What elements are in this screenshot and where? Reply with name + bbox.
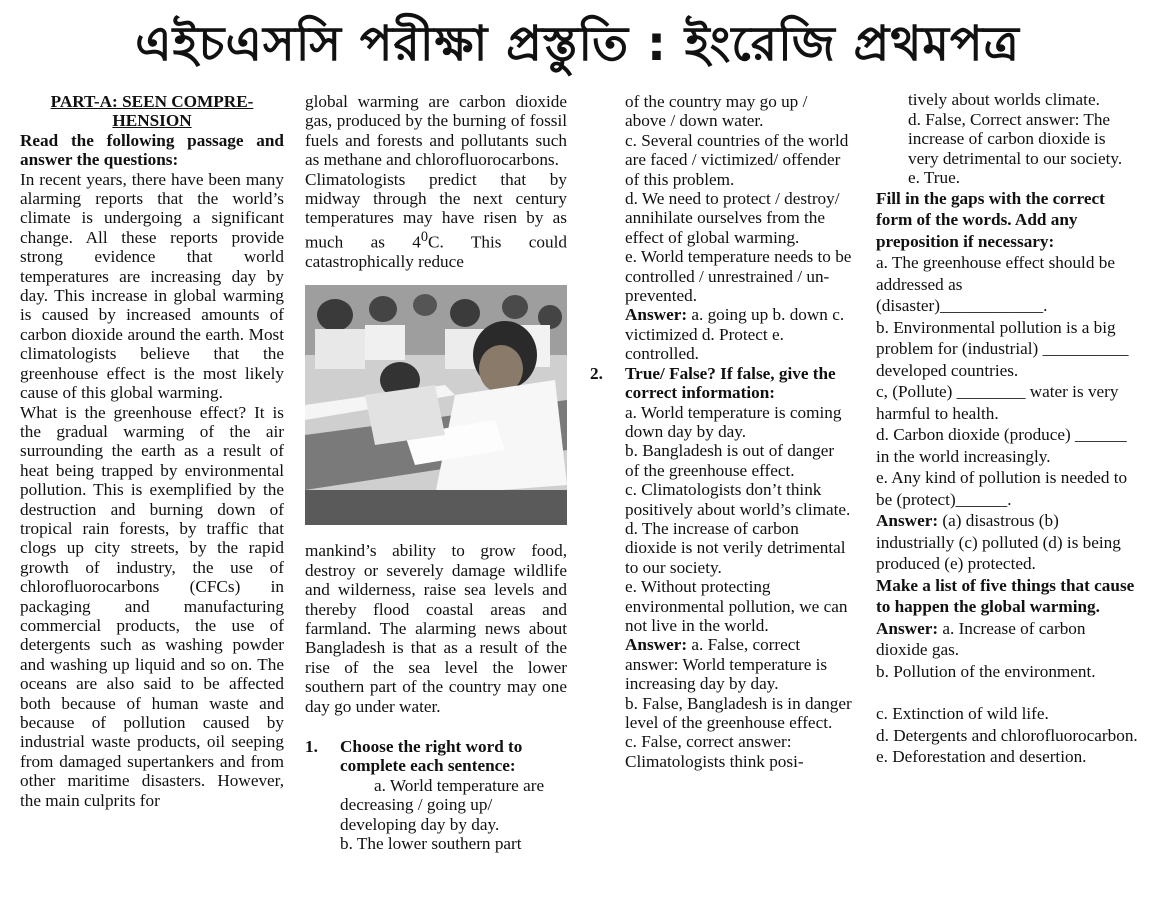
list-answer-c: c. Extinction of wild life. [876,704,1049,724]
question-2-answer-c-cont: tively about worlds climate. [908,90,1100,109]
degree-superscript: 0 [420,228,429,245]
question-1-item-c: c. Several countries of the world are faced / victimized/ offender of this problem. [625,130,849,189]
gap-fill-item-e: e. Any kind of pollution is needed to be (protect)______. [876,468,1128,509]
question-2-answer-c: c. False, correct answer: Climatologists think posi- [625,732,804,771]
gap-fill-answer [876,510,1138,575]
page-title: এইচএসসি পরীক্ষা প্রস্তুতি : ইংরেজি প্রথমপত্র [135,16,1020,72]
question-2-answer-a [625,635,852,693]
question-2 [590,364,852,772]
list-answer-d: d. Detergents and chlorofluorocarbon. [876,725,1138,745]
question-2-item-a: a. World temperature is coming down day by day. [625,402,842,441]
exam-hall-photo [305,285,567,525]
prediction-text-a: Climatologists predict that by midway through the next century temperatures may have risen by as much as 4 [305,169,567,252]
question-2-item-c: c. Climatologists don’t think positively about world’s climate. [625,480,851,519]
question-1-answer-text: a. going up b. down c. victimized d. Protect e. controlled. [625,305,845,364]
column-3 [590,92,852,771]
passage-paragraph-5: mankind’s ability to grow food, destroy or severely damage wildlife and wilderness, raise sea levels and thereby flood coastal areas and farmland. The alarming news about Bangladesh is that as a result of the rise of the sea level the lower southern part of the country may one day go under water. [305,541,567,716]
question-1-item-b: b. The lower southern part [340,834,522,854]
question-2-item-d: d. The increase of carbon dioxide is not verily detrimental to our society. [625,518,846,577]
question-2-answer-a-text: a. False, correct answer: World temperature is increasing day by day. [625,635,828,694]
question-2-item-b: b. Bangladesh is out of danger of the greenhouse effect. [625,441,835,480]
question-2-answer-b: b. False, Bangladesh is in danger level of the greenhouse effect. [625,693,852,732]
answer-label: Answer: [625,305,688,325]
answer-label: Answer: [876,511,939,531]
list-answer-b: b. Pollution of the environment. [876,661,1096,681]
question-1-answer [625,305,852,363]
section-heading-line1: PART-A: SEEN COMPRE- [50,92,254,111]
list-answer-a-text: a. Increase of carbon dioxide gas. [876,618,1086,660]
question-1-item-d: d. We need to protect / destroy/ annihilate ourselves from the effect of global warming. [625,189,840,247]
passage-instruction: Read the following passage and answer the questions: [20,130,284,170]
question-1 [305,737,567,853]
exam-hall-illustration [305,285,567,525]
question-1-item-b-cont: of the country may go up / above / down water. [625,92,808,131]
answer-label: Answer: [625,635,688,655]
question-2-answer-d: d. False, Correct answer: The increase of carbon dioxide is very detrimental to our society. [908,109,1123,168]
section-heading [20,92,284,131]
question-2-title: True/ False? If false, give the correct information: [625,363,836,403]
gap-fill-item-c: c, (Pollute) ________ water is very harmful to health. [876,382,1119,423]
column-4 [876,90,1138,768]
prediction-text-b: C. This could catastrophically reduce [305,232,567,271]
gap-fill-item-d: d. Carbon dioxide (produce) ______ in the world increasingly. [876,425,1127,466]
question-1-item-e: e. World temperature needs to be controlled / unrestrained / un-prevented. [625,247,852,306]
answer-label: Answer: [876,618,939,638]
gap-fill-item-a: a. The greenhouse effect should be addressed as (disaster)____________. [876,253,1115,316]
passage-paragraph-4 [305,170,567,272]
list-answer-a [876,618,1138,661]
question-1-number: 1. [305,737,318,757]
question-2-number: 2. [590,363,603,383]
passage-paragraph-3: global warming are carbon dioxide gas, produced by the burning of fossil fuels and forests and pollutants such as methane and chlorofluorocarbons. [305,92,567,170]
question-1-item-a: a. World temperature are decreasing / going up/ developing day by day. [340,775,545,834]
question-2-answer-e: e. True. [908,168,961,188]
question-1-title: Choose the right word to complete each sentence: [340,737,523,776]
passage-paragraph-2: What is the greenhouse effect? It is the gradual warming of the air surrounding the earth as a result of heat being trapped by environmental pollution. This is exemplified by the destruction and burning down of tropical rain forests, by traffic that clogs up city streets, by the rapid growth of industry, the use of chlorofluorocarbons (CFCs) in packaging and manufacturing commercial products, the use of detergents such as washing powder and washing up liquid and so on. The oceans are also said to be affected both because of human waste and because of pollution caused by industrial waste products, oil seeping from damaged supertankers and from other maritime disasters. However, the main culprits for [20,402,284,810]
gap-fill-item-b: b. Environmental pollution is a big problem for (industrial) __________ developed countries. [876,317,1129,380]
list-answer-e: e. Deforestation and desertion. [876,747,1087,767]
gap-fill-title: Fill in the gaps with the correct form of the words. Add any preposition if necessary: [876,188,1105,251]
gap-fill-answer-text: (a) disastrous (b) industrially (c) polluted (d) is being produced (e) protected. [876,511,1121,574]
column-1 [20,92,284,810]
column-2 [305,92,567,853]
question-2-item-e: e. Without protecting environmental pollution, we can not live in the world. [625,577,848,635]
section-heading-line2: HENSION [112,111,192,131]
list-question-title: Make a list of five things that cause to happen the global warming. [876,575,1135,617]
passage-paragraph-1: In recent years, there have been many alarming reports that the world’s climate is undergoing a significant change. All these reports provide strong evidence that world temperatures are increasing day by day. This increase in global warming is caused by increased amounts of carbon dioxide around the earth. Most climatologists believe that the greenhouse effect is the most likely cause of this global warming. [20,169,284,403]
